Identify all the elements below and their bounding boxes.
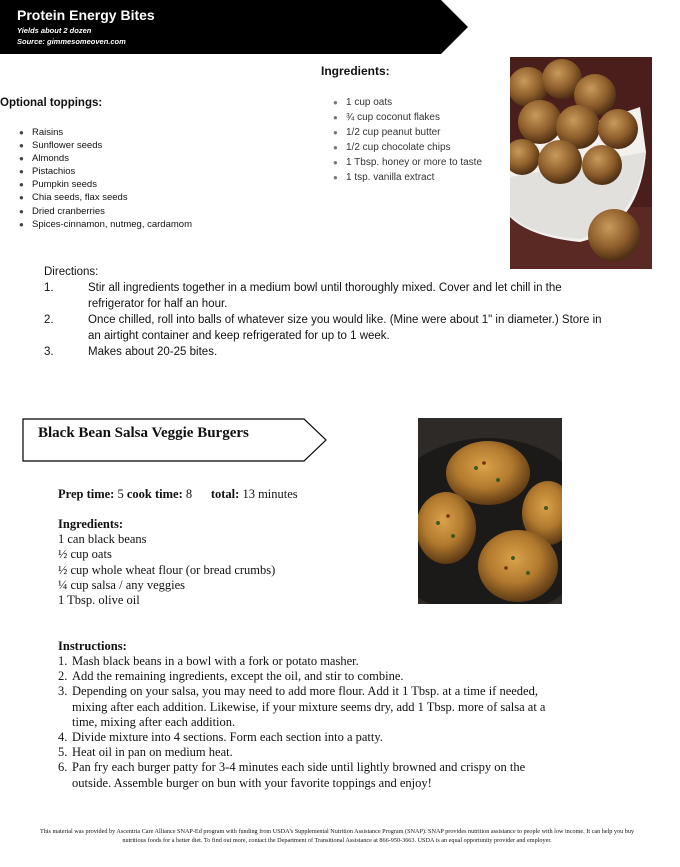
list-item: 1 Tbsp. olive oil xyxy=(58,593,140,608)
list-item: ● ¾ cup coconut flakes xyxy=(333,112,440,123)
list-item: ● 1 tsp. vanilla extract xyxy=(333,172,435,183)
direction-step: 3. Makes about 20-25 bites. xyxy=(44,346,218,358)
list-item: ● Sunflower seeds xyxy=(19,140,103,152)
list-item: 2. Add the remaining ingredients, except the oil, and stir to combine. xyxy=(58,669,404,684)
recipe-source: Source: gimmesomeoven.com xyxy=(17,37,126,46)
list-item: ● Spices-cinnamon, nutmeg, cardamom xyxy=(19,218,192,230)
list-item: ● Pistachios xyxy=(19,166,76,178)
list-item: ● Raisins xyxy=(19,127,64,138)
energy-bites-photo xyxy=(510,57,652,269)
recipe-title: Protein Energy Bites xyxy=(17,7,155,23)
list-item: ● 1/2 cup chocolate chips xyxy=(333,142,451,153)
instructions-list xyxy=(58,654,558,791)
veggie-burgers-photo xyxy=(418,418,562,604)
burger-ingredients-heading: Ingredients: xyxy=(58,517,124,531)
list-item: 4. Divide mixture into 4 sections. Form each section into a patty. xyxy=(58,730,383,745)
footer-disclaimer: This material was provided by Ascentria Care Alliance SNAP-Ed program with funding from USDA's Supplemental Nutrition Assistance Program (SNAP). SNAP provides nutrition assistance to people with low income. It can help you buy nutritious foods for a better diet. To find out more, contact the Department of Transitional Assistance at 866-950-3663. USDA is an equal opportunity provider and employer. xyxy=(39,828,635,844)
toppings-list xyxy=(16,126,192,231)
burger-recipe-title: Black Bean Salsa Veggie Burgers xyxy=(38,425,249,441)
list-item: ½ cup whole wheat flour (or bread crumbs) xyxy=(58,562,276,577)
list-item: ● 1/2 cup peanut butter xyxy=(333,127,441,138)
list-item: ● Dried cranberries xyxy=(19,205,105,217)
list-item: ● Almonds xyxy=(19,153,69,165)
list-item: 6. Pan fry each burger patty for 3-4 minutes each side until lightly browned and crispy on the outside. Assemble burger on bun with your favorite toppings and enjoy! xyxy=(58,760,526,790)
direction-step: 1. Stir all ingredients together in a medium bowl until thoroughly mixed. Cover and let chill in the refrigerator for half an hour. xyxy=(44,282,562,310)
recipe-yield: Yields about 2 dozen xyxy=(17,26,92,35)
toppings-heading: Optional toppings: xyxy=(0,97,103,109)
directions-heading: Directions: xyxy=(44,266,99,278)
list-item: ● 1 cup oats xyxy=(333,97,393,108)
list-item: ● 1 Tbsp. honey or more to taste xyxy=(333,157,483,168)
directions xyxy=(44,264,604,360)
list-item: ● Chia seeds, flax seeds xyxy=(19,192,128,204)
instructions-heading: Instructions: xyxy=(58,639,127,653)
list-item: ● Pumpkin seeds xyxy=(19,179,97,191)
list-item: 3. Depending on your salsa, you may need to add more flour. Add it 1 Tbsp. at a time if needed, mixing after each addition. Likewise, if your mixture seems dry, add 1 Tbsp. more of salsa at a time, mixing after each addition. xyxy=(58,684,546,729)
list-item: ¼ cup salsa / any veggies xyxy=(58,577,186,592)
burger-ingredients-list xyxy=(58,532,275,608)
list-item: 1 can black beans xyxy=(58,532,147,546)
ingredients-list xyxy=(330,95,482,185)
prep-time: Prep time: 5 cook time: 8 total: 13 minutes xyxy=(58,487,298,501)
list-item: 5. Heat oil in pan on medium heat. xyxy=(58,745,233,760)
list-item: ½ cup oats xyxy=(58,547,112,562)
direction-step: 2. Once chilled, roll into balls of whatever size you would like. (Mine were about 1" in diameter.) Store in an airtight container and keep refrigerated for up to 1 week. xyxy=(44,314,602,342)
list-item: 1. Mash black beans in a bowl with a fork or potato masher. xyxy=(58,654,359,668)
ingredients-heading: Ingredients: xyxy=(321,64,390,78)
